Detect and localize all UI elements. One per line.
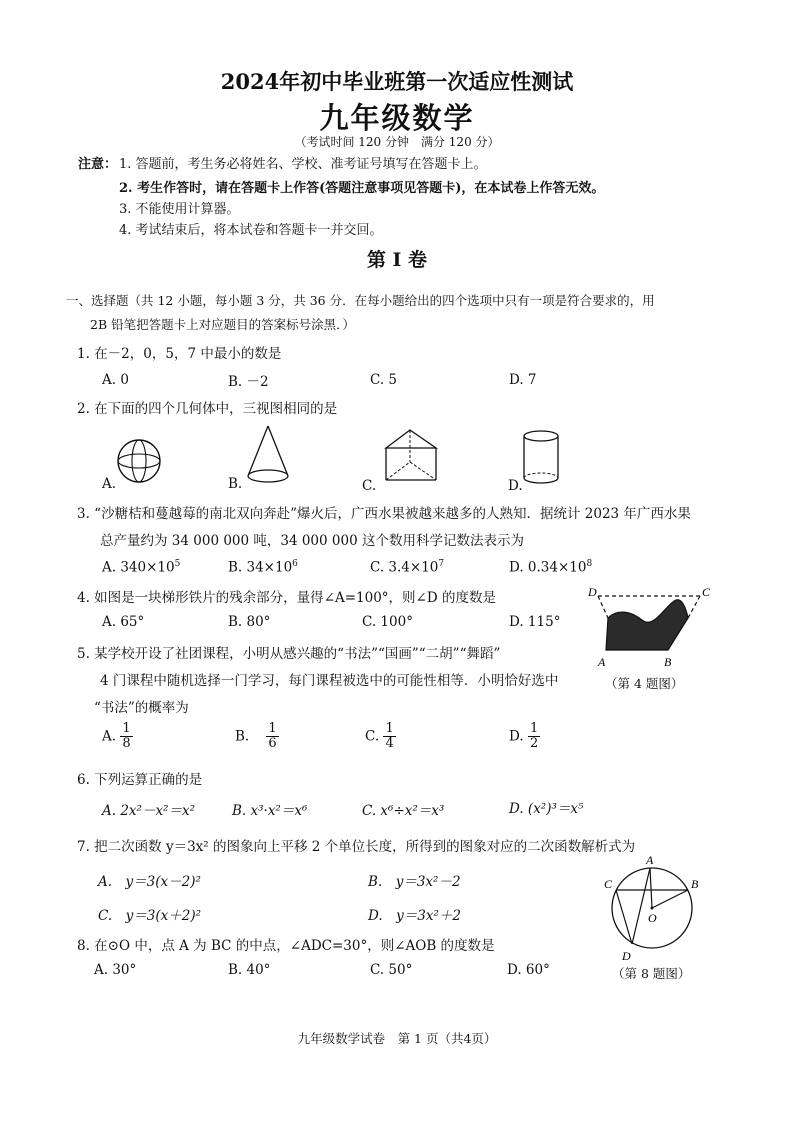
cylinder-figure bbox=[518, 428, 564, 488]
q7-stem: 7. 把二次函数 y＝3x² 的图象向上平移 2 个单位长度，所得到的图象对应的二次函数解析式为 bbox=[77, 839, 636, 855]
q8-label-a: A bbox=[646, 853, 654, 867]
q8-option-b: B. 40° bbox=[228, 962, 271, 978]
q5-option-d: D. $\frac{1}{2}$ bbox=[509, 721, 539, 752]
q6-option-d: D. (x²)³＝x⁵ bbox=[509, 801, 584, 817]
subject-title: 九年级数学 bbox=[319, 101, 475, 135]
q8-circle-figure bbox=[600, 848, 710, 964]
q3-option-c: C. $3.4\times 10^7$ bbox=[370, 559, 445, 576]
q1-option-d: D. 7 bbox=[509, 372, 537, 388]
q5-option-a: A. $\frac{1}{8}$ bbox=[102, 721, 131, 752]
notice-item-3: 3. 不能使用计算器。 bbox=[119, 202, 240, 217]
q8-label-b: B bbox=[691, 877, 699, 891]
q6-option-a: A. 2x²－x²＝x² bbox=[102, 803, 195, 819]
q1-option-a: A. 0 bbox=[102, 372, 129, 388]
q6-option-c: C. x⁶÷x²＝x³ bbox=[362, 803, 445, 819]
q2-option-a: A. bbox=[102, 476, 117, 492]
q3-option-d: D. $0.34\times 10^8$ bbox=[509, 559, 593, 576]
q8-label-d: D bbox=[622, 949, 631, 963]
q2-option-b: B. bbox=[228, 476, 243, 492]
q3-stem-line1: 3. “沙糖桔和蔓越莓的南北双向奔赴”爆火后，广西水果被越来越多的人熟知．据统计 2023 年广西水果 bbox=[77, 506, 691, 522]
q4-label-c: C bbox=[702, 585, 711, 599]
q5-stem-line1: 5. 某学校开设了社团课程，小明从感兴趣的“书法”“国画”“二胡”“舞蹈” bbox=[77, 646, 501, 662]
q4-stem: 4. 如图是一块梯形铁片的残余部分，量得∠A=100°，则∠D 的度数是 bbox=[77, 590, 496, 606]
q3-option-b: B. $34\times 10^6$ bbox=[228, 559, 298, 576]
q4-label-b: B bbox=[664, 655, 672, 669]
sphere-figure bbox=[114, 436, 164, 486]
q1-option-b: B. －2 bbox=[228, 374, 269, 390]
q4-trapezoid-figure bbox=[584, 582, 716, 674]
q8-option-d: D. 60° bbox=[507, 962, 550, 978]
q7-option-c: C. y＝3(x＋2)² bbox=[98, 908, 202, 924]
q5-stem-line3: “书法”的概率为 bbox=[94, 700, 189, 716]
q4-option-b: B. 80° bbox=[228, 614, 271, 630]
cone-figure bbox=[243, 423, 293, 487]
q3-option-a: A. $340\times 10^5$ bbox=[102, 559, 181, 576]
notice-item-4: 4. 考试结束后，将本试卷和答题卡一并交回。 bbox=[119, 223, 383, 238]
q6-stem: 6. 下列运算正确的是 bbox=[77, 772, 203, 788]
notice-item-2: 2. 考生作答时，请在答题卡上作答(答题注意事项见答题卡)，在本试卷上作答无效。 bbox=[119, 181, 605, 196]
q4-label-d: D bbox=[588, 585, 597, 599]
volume-heading: 第 Ⅰ 卷 bbox=[366, 249, 428, 271]
exam-title: 2024年初中毕业班第一次适应性测试 bbox=[220, 69, 574, 94]
q1-stem: 1. 在－2，0，5，7 中最小的数是 bbox=[77, 346, 282, 362]
q7-option-a: A. y＝3(x－2)² bbox=[98, 874, 201, 890]
q2-option-d: D. bbox=[508, 478, 523, 494]
q8-option-c: C. 50° bbox=[370, 962, 413, 978]
q1-option-c: C. 5 bbox=[370, 372, 398, 388]
q2-stem: 2. 在下面的四个几何体中，三视图相同的是 bbox=[77, 401, 338, 417]
q4-option-c: C. 100° bbox=[362, 614, 413, 630]
q4-option-a: A. 65° bbox=[102, 614, 145, 630]
triangular-prism-figure bbox=[380, 426, 444, 486]
q2-option-c: C. bbox=[362, 478, 377, 494]
q8-stem: 8. 在⊙O 中，点 A 为 BC 的中点，∠ADC=30°，则∠AOB 的度数是 bbox=[77, 938, 495, 954]
q8-label-o: O bbox=[648, 911, 657, 925]
q3-stem-line2: 总产量约为 34 000 000 吨，34 000 000 这个数用科学记数法表示为 bbox=[100, 533, 524, 549]
page-footer: 九年级数学试卷 第 1 页（共4页） bbox=[297, 1031, 497, 1046]
section-instructions-line2: 2B 铅笔把答题卡上对应题目的答案标号涂黑．） bbox=[90, 317, 355, 332]
exam-time-info: （考试时间 120 分钟 满分 120 分） bbox=[294, 135, 500, 149]
q4-figure-caption: （第 4 题图） bbox=[605, 676, 684, 691]
section-instructions-line1: 一、选择题（共 12 小题，每小题 3 分，共 36 分．在每小题给出的四个选项中只有一项是符合要求的，用 bbox=[66, 293, 655, 308]
q8-label-c: C bbox=[604, 877, 613, 891]
q5-option-c: C. $\frac{1}{4}$ bbox=[365, 721, 394, 752]
q5-option-b: B. $\frac{1}{6}$ bbox=[235, 721, 277, 752]
q6-option-b: B. x³·x²＝x⁶ bbox=[232, 803, 308, 819]
q5-stem-line2: 4 门课程中随机选择一门学习，每门课程被选中的可能性相等．小明恰好选中 bbox=[100, 673, 559, 689]
q4-option-d: D. 115° bbox=[509, 614, 561, 630]
q8-option-a: A. 30° bbox=[94, 962, 137, 978]
notice-item-1: 1. 答题前，考生务必将姓名、学校、准考证号填写在答题卡上。 bbox=[119, 157, 487, 172]
q7-option-d: D. y＝3x²＋2 bbox=[368, 908, 461, 924]
q4-label-a: A bbox=[598, 655, 606, 669]
notice-label: 注意： bbox=[78, 157, 118, 172]
q8-figure-caption: （第 8 题图） bbox=[612, 966, 691, 981]
q7-option-b: B. y＝3x²－2 bbox=[368, 874, 461, 890]
